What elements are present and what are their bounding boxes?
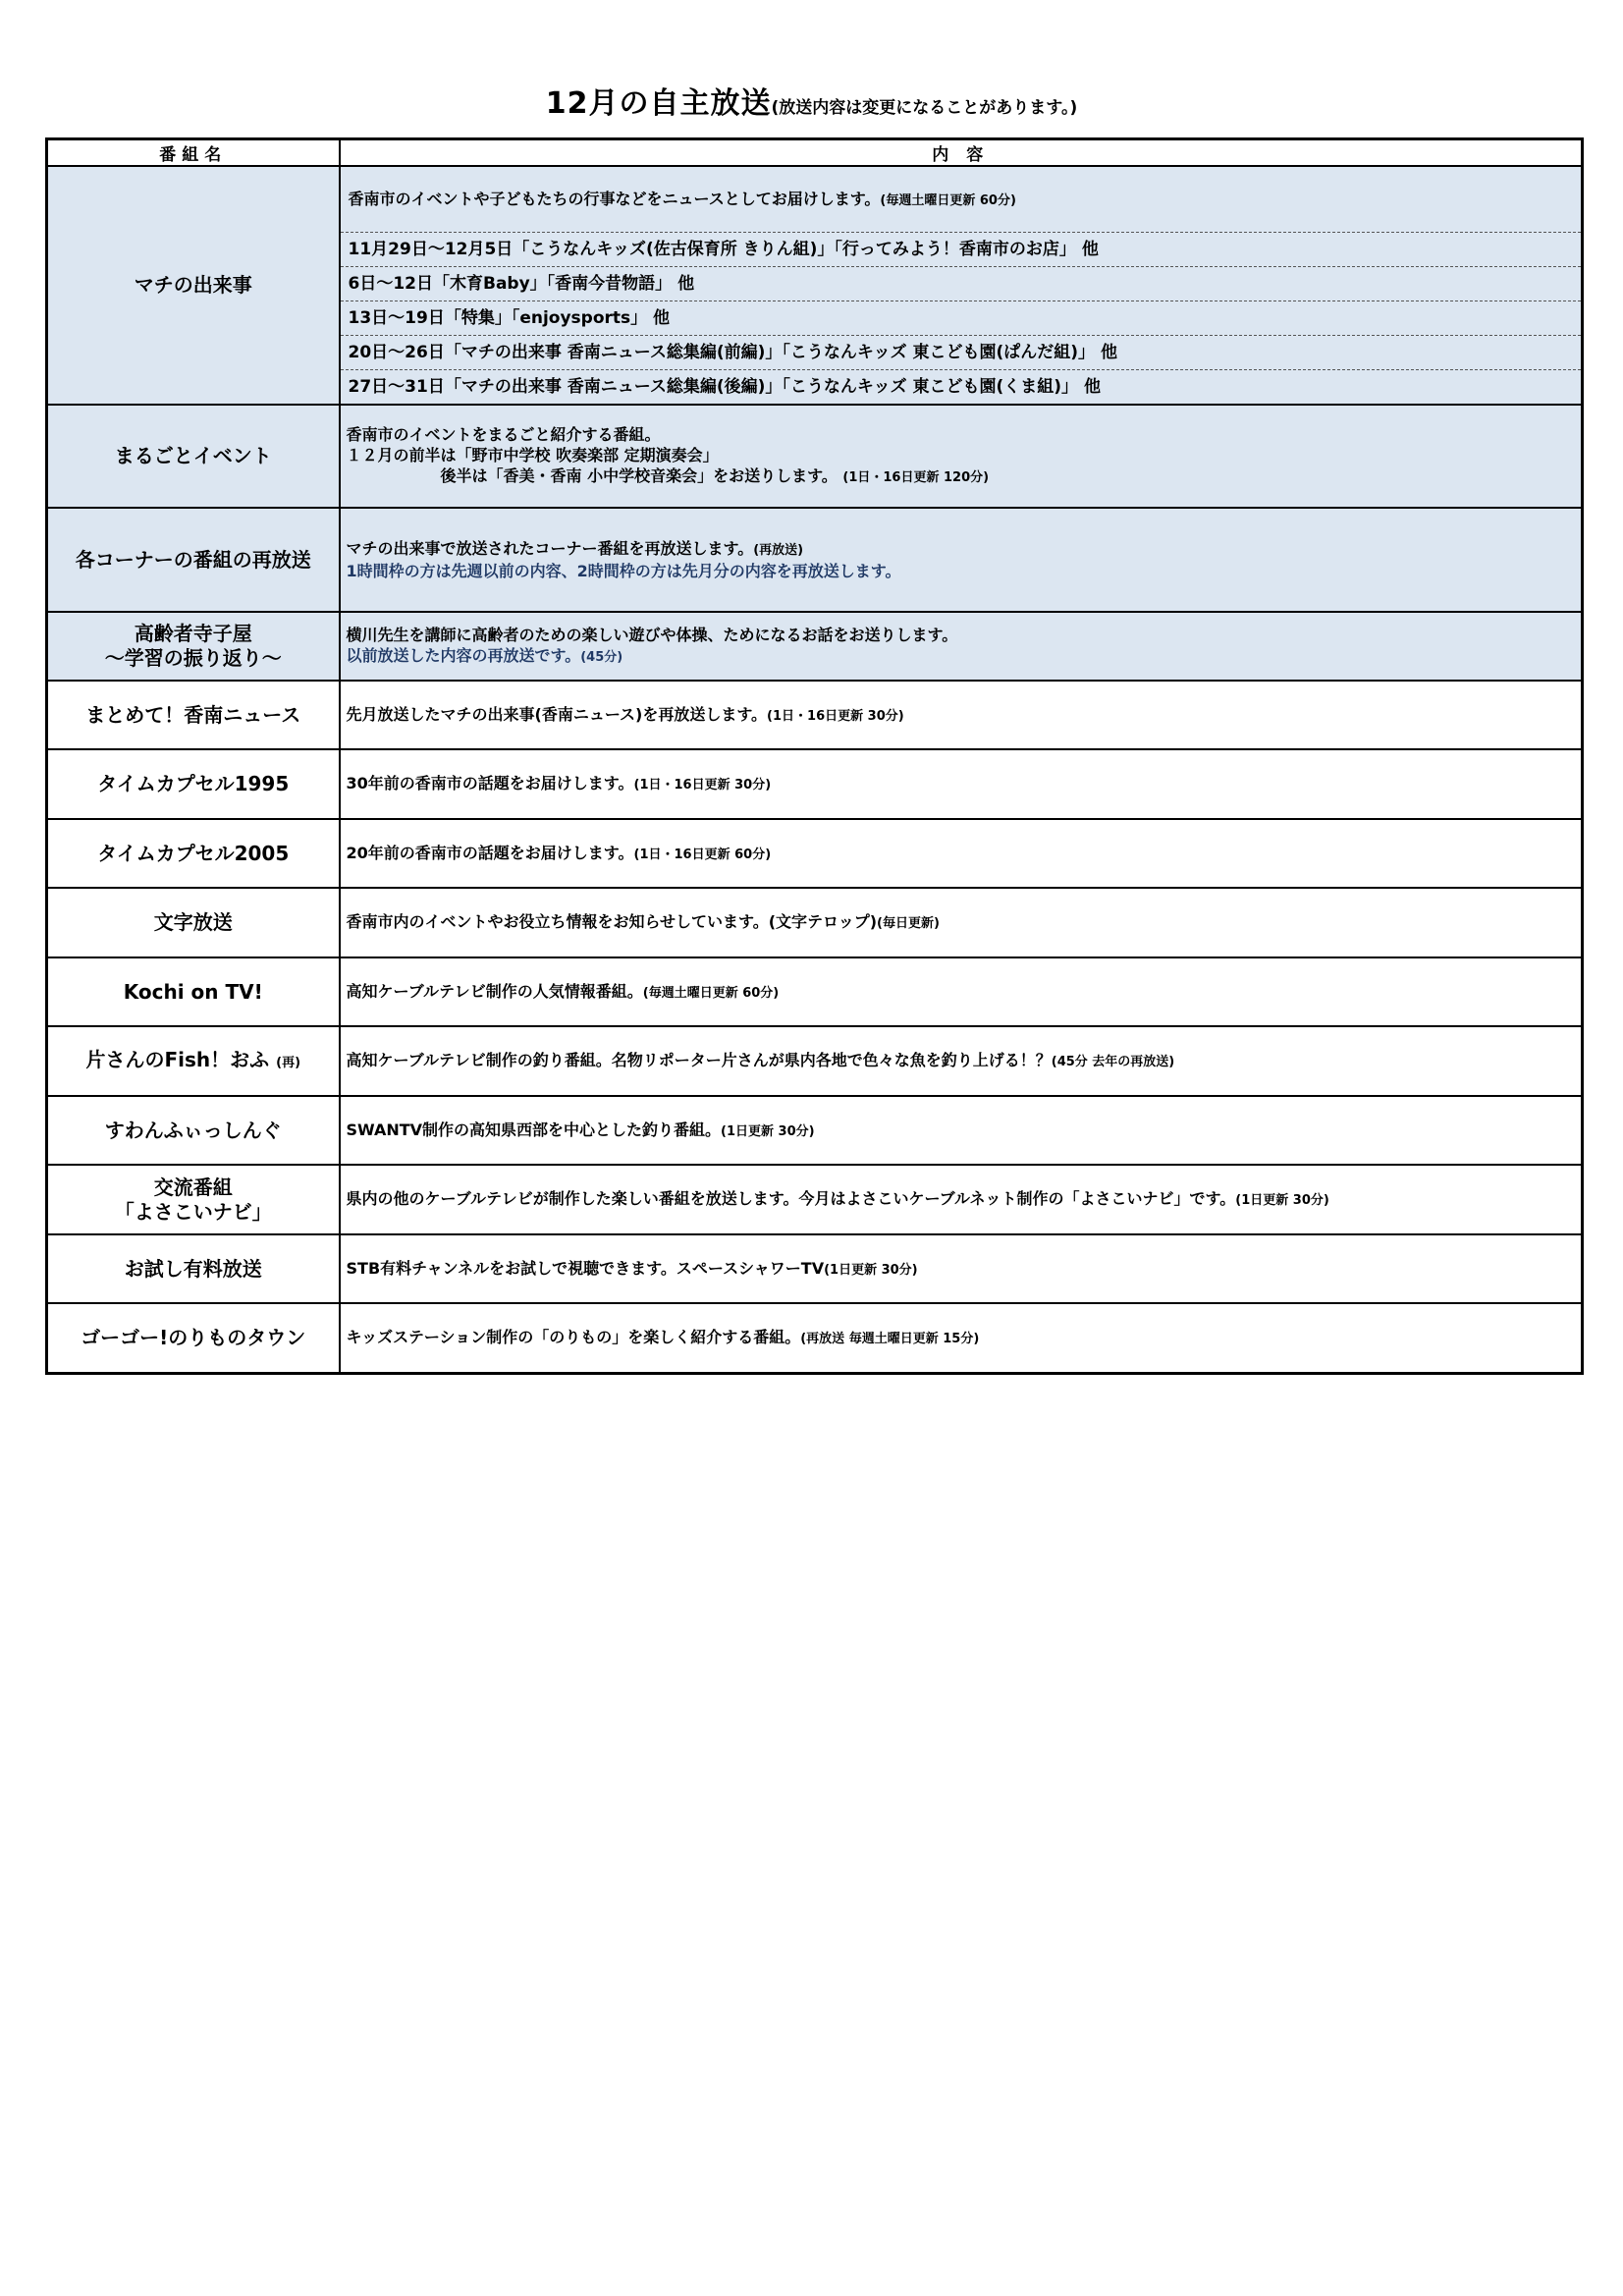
content-line: 横川先生を講師に高齢者のための楽しい遊びや体操、ためになるお話をお送りします。 — [346, 626, 958, 644]
content-line: 11月29日～12月5日「こうなんキッズ(佐古保育所 きりん組)」「行ってみよう！香南市のお店」 他 — [341, 233, 1582, 267]
table-row — [47, 166, 1583, 405]
table-row — [47, 1096, 1583, 1165]
program-content: 先月放送したマチの出来事(香南ニュース)を再放送します。(1日・16日更新 30分) — [340, 681, 1583, 749]
content-line: 後半は「香美・香南 小中学校音楽会」をお送りします。 (1日・16日更新 120分) — [440, 466, 990, 485]
program-name: タイムカプセル2005 — [47, 819, 340, 888]
program-content: 20年前の香南市の話題をお届けします。(1日・16日更新 60分) — [340, 819, 1583, 888]
program-name: 文字放送 — [47, 888, 340, 957]
table-row — [47, 957, 1583, 1026]
table-row — [47, 819, 1583, 888]
program-content: 高知ケーブルテレビ制作の釣り番組。名物リポーター片さんが県内各地で色々な魚を釣り上げる！？(45分 去年の再放送) — [340, 1026, 1583, 1096]
table-row — [47, 1026, 1583, 1096]
program-name: マチの出来事 — [47, 166, 340, 405]
table-row — [47, 681, 1583, 749]
content-line: 香南市のイベントをまるごと紹介する番組。 — [346, 425, 661, 444]
program-content — [340, 612, 1583, 681]
table-row — [47, 1165, 1583, 1234]
program-content: 高知ケーブルテレビ制作の人気情報番組。(毎週土曜日更新 60分) — [340, 957, 1583, 1026]
table-header-row — [47, 139, 1583, 167]
program-name: すわんふぃっしんぐ — [47, 1096, 340, 1165]
program-content — [340, 405, 1583, 508]
program-name: まとめて！香南ニュース — [47, 681, 340, 749]
header-program-name: 番組名 — [47, 139, 340, 167]
content-line: 20日～26日「マチの出来事 香南ニュース総集編(前編)」「こうなんキッズ 東こども園(ぱんだ組)」 他 — [341, 336, 1582, 370]
title-note: (放送内容は変更になることがあります。) — [771, 98, 1078, 118]
title-main: 12月の自主放送 — [545, 86, 772, 121]
content-line: 1時間枠の方は先週以前の内容、2時間枠の方は先月分の内容を再放送します。 — [346, 562, 901, 580]
content-line: 13日～19日「特集」「enjoysports」 他 — [341, 301, 1582, 336]
content-line: １２月の前半は「野市中学校 吹奏楽部 定期演奏会」 — [346, 446, 719, 465]
page-title — [0, 79, 1623, 122]
program-content: STB有料チャンネルをお試しで視聴できます。スペースシャワーTV(1日更新 30分) — [340, 1234, 1583, 1303]
program-content: キッズステーション制作の「のりもの」を楽しく紹介する番組。(再放送 毎週土曜日更新 15分) — [340, 1303, 1583, 1373]
program-content: 香南市内のイベントやお役立ち情報をお知らせしています。(文字テロップ)(毎日更新) — [340, 888, 1583, 957]
program-name: 各コーナーの番組の再放送 — [47, 508, 340, 612]
content-line: 以前放送した内容の再放送です。(45分) — [346, 646, 623, 665]
schedule-table — [45, 137, 1584, 1375]
content-line: マチの出来事で放送されたコーナー番組を再放送します。(再放送) — [346, 539, 804, 558]
table-row — [47, 612, 1583, 681]
program-name: Kochi on TV! — [47, 957, 340, 1026]
content-line: 6日～12日「木育Baby」「香南今昔物語」 他 — [341, 267, 1582, 301]
table-row — [47, 508, 1583, 612]
program-content — [340, 166, 1583, 405]
program-name: お試し有料放送 — [47, 1234, 340, 1303]
table-row — [47, 405, 1583, 508]
program-name: まるごとイベント — [47, 405, 340, 508]
program-name: 高齢者寺子屋 ～学習の振り返り～ — [47, 612, 340, 681]
table-row — [47, 888, 1583, 957]
header-content: 内 容 — [340, 139, 1583, 167]
content-line: 香南市のイベントや子どもたちの行事などをニュースとしてお届けします。(毎週土曜日更新 60分) — [341, 167, 1582, 233]
table-row — [47, 1234, 1583, 1303]
table-row — [47, 1303, 1583, 1373]
program-content — [340, 508, 1583, 612]
program-name: 交流番組 「よさこいナビ」 — [47, 1165, 340, 1234]
program-name: 片さんのFish！おふ (再) — [47, 1026, 340, 1096]
program-content: 30年前の香南市の話題をお届けします。(1日・16日更新 30分) — [340, 749, 1583, 819]
program-name: タイムカプセル1995 — [47, 749, 340, 819]
program-content: SWANTV制作の高知県西部を中心とした釣り番組。(1日更新 30分) — [340, 1096, 1583, 1165]
content-line: 27日～31日「マチの出来事 香南ニュース総集編(後編)」「こうなんキッズ 東こども園(くま組)」 他 — [348, 377, 1101, 397]
program-name: ゴーゴー!のりものタウン — [47, 1303, 340, 1373]
program-content: 県内の他のケーブルテレビが制作した楽しい番組を放送します。今月はよさこいケーブルネット制作の「よさこいナビ」です。(1日更新 30分) — [340, 1165, 1583, 1234]
table-row — [47, 749, 1583, 819]
